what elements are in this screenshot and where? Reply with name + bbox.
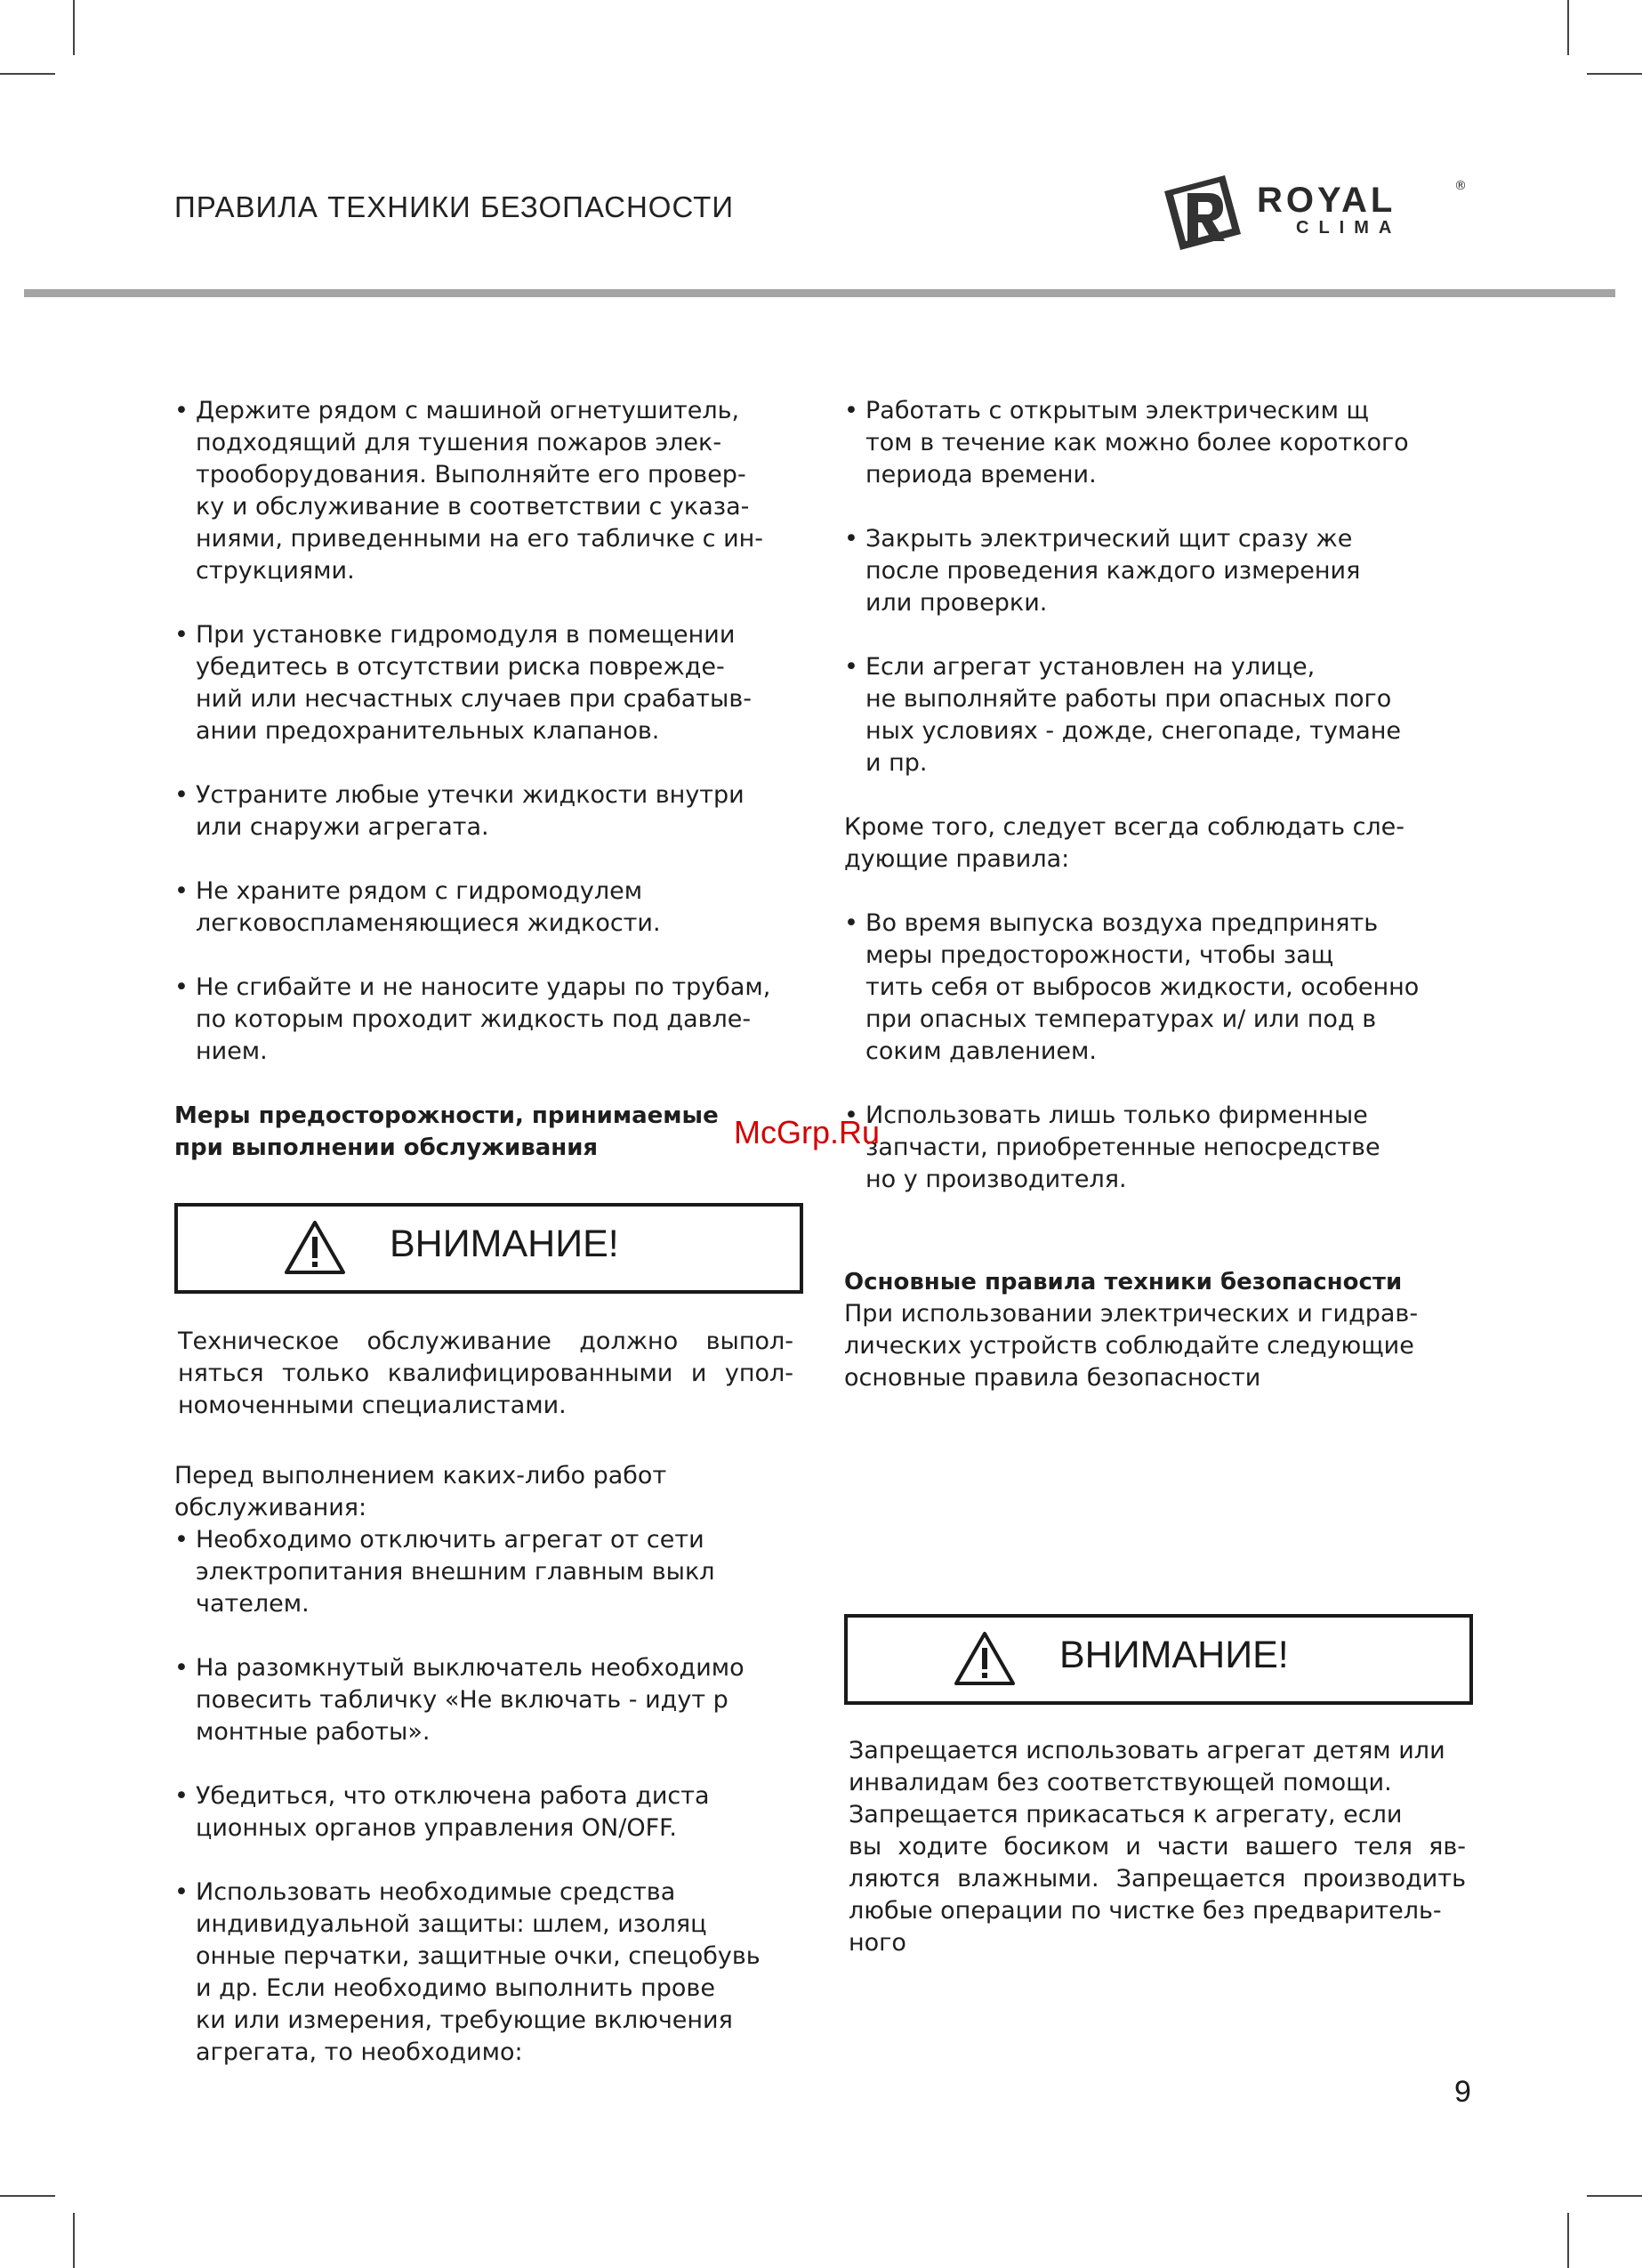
text-line: • Не сгибайте и не наносите удары по трубам, <box>196 973 771 1001</box>
text-line: или проверки. <box>865 589 1048 617</box>
basic-rules-section <box>844 1266 1476 1394</box>
crop-mark <box>0 73 55 75</box>
text-line: • Убедиться, что отключена работа диста <box>196 1782 710 1810</box>
text-line: • Если агрегат установлен на улице, <box>865 653 1316 681</box>
heading-line: Меры предосторожности, принимаемые <box>174 1102 719 1129</box>
page-number: 9 <box>1454 2075 1471 2109</box>
text-line: Перед выполнением каких-либо работ <box>174 1462 667 1489</box>
left-column <box>174 395 806 1196</box>
text-line: номоченными специалистами. <box>178 1392 567 1419</box>
watermark: McGrp.Ru <box>734 1114 881 1150</box>
text-line: ний или несчастных случаев при срабатыв- <box>196 685 753 713</box>
text-line: лических устройств соблюдайте следующие <box>844 1332 1414 1360</box>
warning-box <box>844 1614 1473 1705</box>
paragraph <box>844 811 1476 876</box>
text-line: ниями, приведенными на его табличке с ин- <box>196 525 764 553</box>
text-line: • Использовать необходимые средства <box>196 1878 676 1906</box>
crop-mark <box>1567 0 1569 55</box>
text-line: • При установке гидромодуля в помещении <box>196 621 736 649</box>
text-line: нием. <box>196 1037 268 1065</box>
text-line: Запрещается использовать агрегат детям или <box>849 1737 1445 1764</box>
text-line: периода времени. <box>865 461 1097 488</box>
logo-registered-mark: ® <box>1454 179 1467 193</box>
text-line: тить себя от выбросов жидкости, особенно <box>865 973 1420 1001</box>
list-item <box>174 1780 806 1844</box>
text-line: агрегата, то необходимо: <box>196 2038 523 2066</box>
text-line: струкциями. <box>196 557 355 585</box>
logo-clima-text: CLIMA <box>1296 218 1402 238</box>
text-line: повесить табличку «Не включать - идут р <box>196 1686 728 1714</box>
crop-mark <box>1587 2195 1642 2197</box>
text-line: ного <box>849 1929 906 1957</box>
text-line: обслуживания: <box>174 1494 367 1521</box>
list-item <box>844 651 1476 779</box>
text-line: том в течение как можно более короткого <box>865 429 1409 456</box>
text-line: • На разомкнутый выключатель необходимо <box>196 1654 745 1682</box>
list-item <box>174 1652 806 1748</box>
list-item <box>844 395 1476 491</box>
text-line: ных условиях - дожде, снегопаде, тумане <box>865 717 1402 745</box>
crop-mark <box>0 2195 55 2197</box>
list-item <box>174 395 806 587</box>
text-line: любые операции по чистке без предваритель- <box>849 1897 1442 1925</box>
text-line: трооборудования. Выполняйте его провер- <box>196 461 746 488</box>
text-line: онные перчатки, защитные очки, спецобувь <box>196 1942 761 1970</box>
text-line: • Работать с открытым электрическим щ <box>865 397 1369 424</box>
text-line: дующие правила: <box>844 845 1070 873</box>
list-item <box>844 1100 1476 1196</box>
brand-logo <box>1161 172 1481 252</box>
crop-mark <box>1587 73 1642 75</box>
crop-mark <box>1567 2213 1569 2268</box>
text-line: чателем. <box>196 1590 310 1618</box>
text-line: няться только квалифицированными и упол- <box>178 1360 793 1387</box>
list-item <box>844 523 1476 619</box>
list-item <box>174 779 806 843</box>
text-line: но у производителя. <box>865 1166 1127 1193</box>
text-line: индивидуальной защиты: шлем, изоляц <box>196 1910 707 1938</box>
list-item <box>174 1877 806 2069</box>
text-line: • Устраните любые утечки жидкости внутри <box>196 781 745 809</box>
list-item <box>844 908 1476 1068</box>
text-line: Кроме того, следует всегда соблюдать сле- <box>844 813 1405 841</box>
text-line: подходящий для тушения пожаров элек- <box>196 429 722 456</box>
text-line: ляются влажными. Запрещается производить <box>849 1865 1466 1893</box>
text-line: ании предохранительных клапанов. <box>196 717 660 745</box>
text-line: • Использовать лишь только фирменные <box>865 1102 1368 1129</box>
text-line: после проведения каждого измерения <box>865 557 1361 585</box>
text-line: • Необходимо отключить агрегат от сети <box>196 1526 704 1554</box>
list-item <box>174 619 806 747</box>
text-line: меры предосторожности, чтобы защ <box>865 941 1334 969</box>
text-line: и др. Если необходимо выполнить прове <box>196 1974 715 2002</box>
header-divider <box>24 289 1615 297</box>
text-line: монтные работы». <box>196 1718 431 1746</box>
text-line: легковоспламеняющиеся жидкости. <box>196 909 661 937</box>
text-line: При использовании электрических и гидрав- <box>844 1300 1419 1328</box>
text-line: по которым проходит жидкость под давле- <box>196 1005 752 1033</box>
warning-label: ВНИМАНИЕ! <box>390 1223 619 1265</box>
text-line: основные правила безопасности <box>844 1364 1261 1392</box>
text-line: при опасных температурах и/ или под в <box>865 1005 1377 1033</box>
list-item <box>174 1524 806 1620</box>
text-line: вы ходите босиком и части вашего теля яв- <box>849 1833 1466 1860</box>
section-heading <box>174 1100 806 1164</box>
warning-triangle-icon <box>283 1219 347 1276</box>
text-line: • Закрыть электрический щит сразу же <box>865 525 1353 553</box>
text-line: • Держите рядом с машиной огнетушитель, <box>196 397 740 424</box>
warning-box <box>174 1203 803 1294</box>
text-line: убедитесь в отсутствии риска поврежде- <box>196 653 725 681</box>
logo-royal-text: ROYAL <box>1257 181 1397 220</box>
royal-clima-logo-icon <box>1161 172 1246 252</box>
text-line: ку и обслуживание в соответствии с указа- <box>196 493 750 521</box>
text-line: соким давлением. <box>865 1037 1097 1065</box>
warning-text <box>178 1326 793 1422</box>
crop-mark <box>73 2213 75 2268</box>
text-line: запчасти, приобретенные непосредстве <box>865 1134 1380 1161</box>
text-line: инвалидам без соответствующей помощи. <box>849 1769 1392 1796</box>
warning-text <box>849 1735 1466 1959</box>
text-line: и пр. <box>865 749 928 777</box>
warning-triangle-icon <box>953 1630 1017 1687</box>
right-column <box>844 395 1476 1228</box>
list-item <box>174 876 806 940</box>
heading-line: при выполнении обслуживания <box>174 1134 599 1161</box>
text-line: или снаружи агрегата. <box>196 813 489 841</box>
warning-label: ВНИМАНИЕ! <box>1059 1634 1289 1676</box>
text-line: • Не храните рядом с гидромодулем <box>196 877 643 905</box>
section-heading: Основные правила техники безопасности <box>844 1269 1403 1295</box>
text-line: Запрещается прикасаться к агрегату, если <box>849 1801 1403 1828</box>
text-line: электропитания внешним главным выкл <box>196 1558 715 1586</box>
text-line: • Во время выпуска воздуха предпринять <box>865 909 1379 937</box>
text-line: ки или измерения, требующие включения <box>196 2006 733 2034</box>
page-title: ПРАВИЛА ТЕХНИКИ БЕЗОПАСНОСТИ <box>174 190 735 223</box>
crop-mark <box>73 0 75 55</box>
list-item <box>174 972 806 1068</box>
text-line: Техническое обслуживание должно выпол- <box>178 1328 793 1355</box>
paragraph <box>174 1460 806 1524</box>
maintenance-section <box>174 1460 806 2101</box>
text-line: не выполняйте работы при опасных пого <box>865 685 1392 713</box>
text-line: ционных органов управления ON/OFF. <box>196 1814 677 1842</box>
